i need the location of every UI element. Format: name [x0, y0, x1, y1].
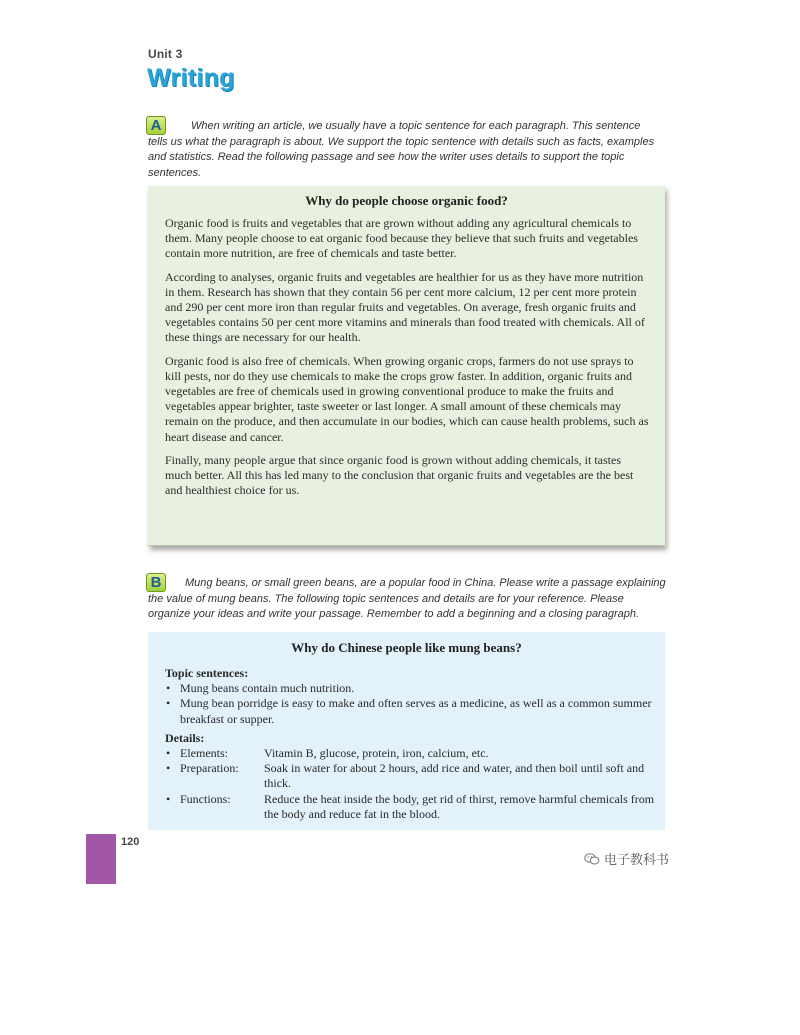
passage-title: Why do people choose organic food?	[305, 193, 508, 208]
topic-sentence: • Mung bean porridge is easy to make and often serves as a medicine, as well as a common summer breakfast or supper.	[165, 696, 665, 726]
detail-value: Soak in water for about 2 hours, add rice and water, and then boil until soft and thick.	[264, 761, 645, 791]
detail-item	[165, 761, 665, 791]
watermark-text: 电子教科书	[604, 853, 670, 868]
mung-beans-title: Why do Chinese people like mung beans?	[291, 640, 522, 655]
detail-key: • Preparation:	[180, 761, 239, 776]
section-b-badge: B	[146, 573, 166, 592]
details-list	[165, 746, 665, 822]
detail-item	[165, 746, 665, 761]
section-b-instructions: Mung beans, or small green beans, are a popular food in China. Please write a passage explaining the value of mung beans. The following topic sentences and details are for your reference. Please organize your ideas and write your passage. Remember to add a beginning and a closing paragraph.	[148, 577, 666, 620]
topic-sentences-heading: Topic sentences:	[165, 666, 249, 680]
passage-body	[165, 216, 650, 506]
section-a-badge: A	[146, 116, 166, 135]
mung-beans-body	[165, 666, 665, 826]
page-number: 120	[121, 836, 140, 848]
unit-label: Unit 3	[148, 47, 183, 61]
passage-paragraph: According to analyses, organic fruits and vegetables are healthier for us as they have more nutrition in them. Research has shown that they contain 56 per cent more calcium, 12 per cent more protein and 290 per cent more iron than regular fruits and vegetables. On average, fresh organic fruits and vegetables contains 50 per cent more vitamins and minerals than food treated with chemicals. All of these things are necessary for our health.	[165, 269, 645, 345]
passage-paragraph: Organic food is also free of chemicals. When growing organic crops, farmers do not use sprays to kill pests, nor do they use chemicals to make the crops grow faster. In addition, organic fruits and vegetables are free of chemicals used in growing conventional produce to make the fruits and vegetables appear brighter, taste sweeter or last longer. A small amount of these chemicals may remain on the produce, and then accumulate in our bodies, which can cause health problems, such as heart disease and cancer.	[165, 353, 649, 444]
page-title: Writing	[147, 64, 235, 92]
passage-paragraph: Finally, many people argue that since organic food is grown without adding chemicals, it tastes much better. All this has led many to the conclusion that organic fruits and vegetables are the best and healthiest choice for us.	[165, 452, 634, 498]
detail-value: Vitamin B, glucose, protein, iron, calcium, etc.	[264, 746, 489, 761]
detail-key: • Elements:	[180, 746, 228, 761]
watermark	[584, 849, 669, 868]
page-color-tab	[86, 834, 116, 884]
detail-key: • Functions:	[180, 791, 231, 806]
details-heading: Details:	[165, 730, 205, 745]
detail-value: Reduce the heat inside the body, get rid of thirst, remove harmful chemicals from the body and reduce fat in the blood.	[264, 791, 655, 821]
wechat-icon	[584, 852, 600, 866]
topic-sentence: • Mung beans contain much nutrition.	[165, 681, 665, 696]
section-a-instructions: When writing an article, we usually have a topic sentence for each paragraph. This sentence tells us what the paragraph is about. We support the topic sentence with details such as facts, examples and statistics. Read the following passage and see how the writer uses details to support the topic sentences.	[148, 120, 655, 179]
passage-paragraph: Organic food is fruits and vegetables that are grown without adding any agricultural chemicals to them. Many people choose to eat organic food because they believe that such fruits and vegetables contain more nutrition, are free of chemicals and taste better.	[165, 216, 638, 261]
topic-sentences-list	[165, 681, 665, 727]
detail-item	[165, 792, 665, 822]
